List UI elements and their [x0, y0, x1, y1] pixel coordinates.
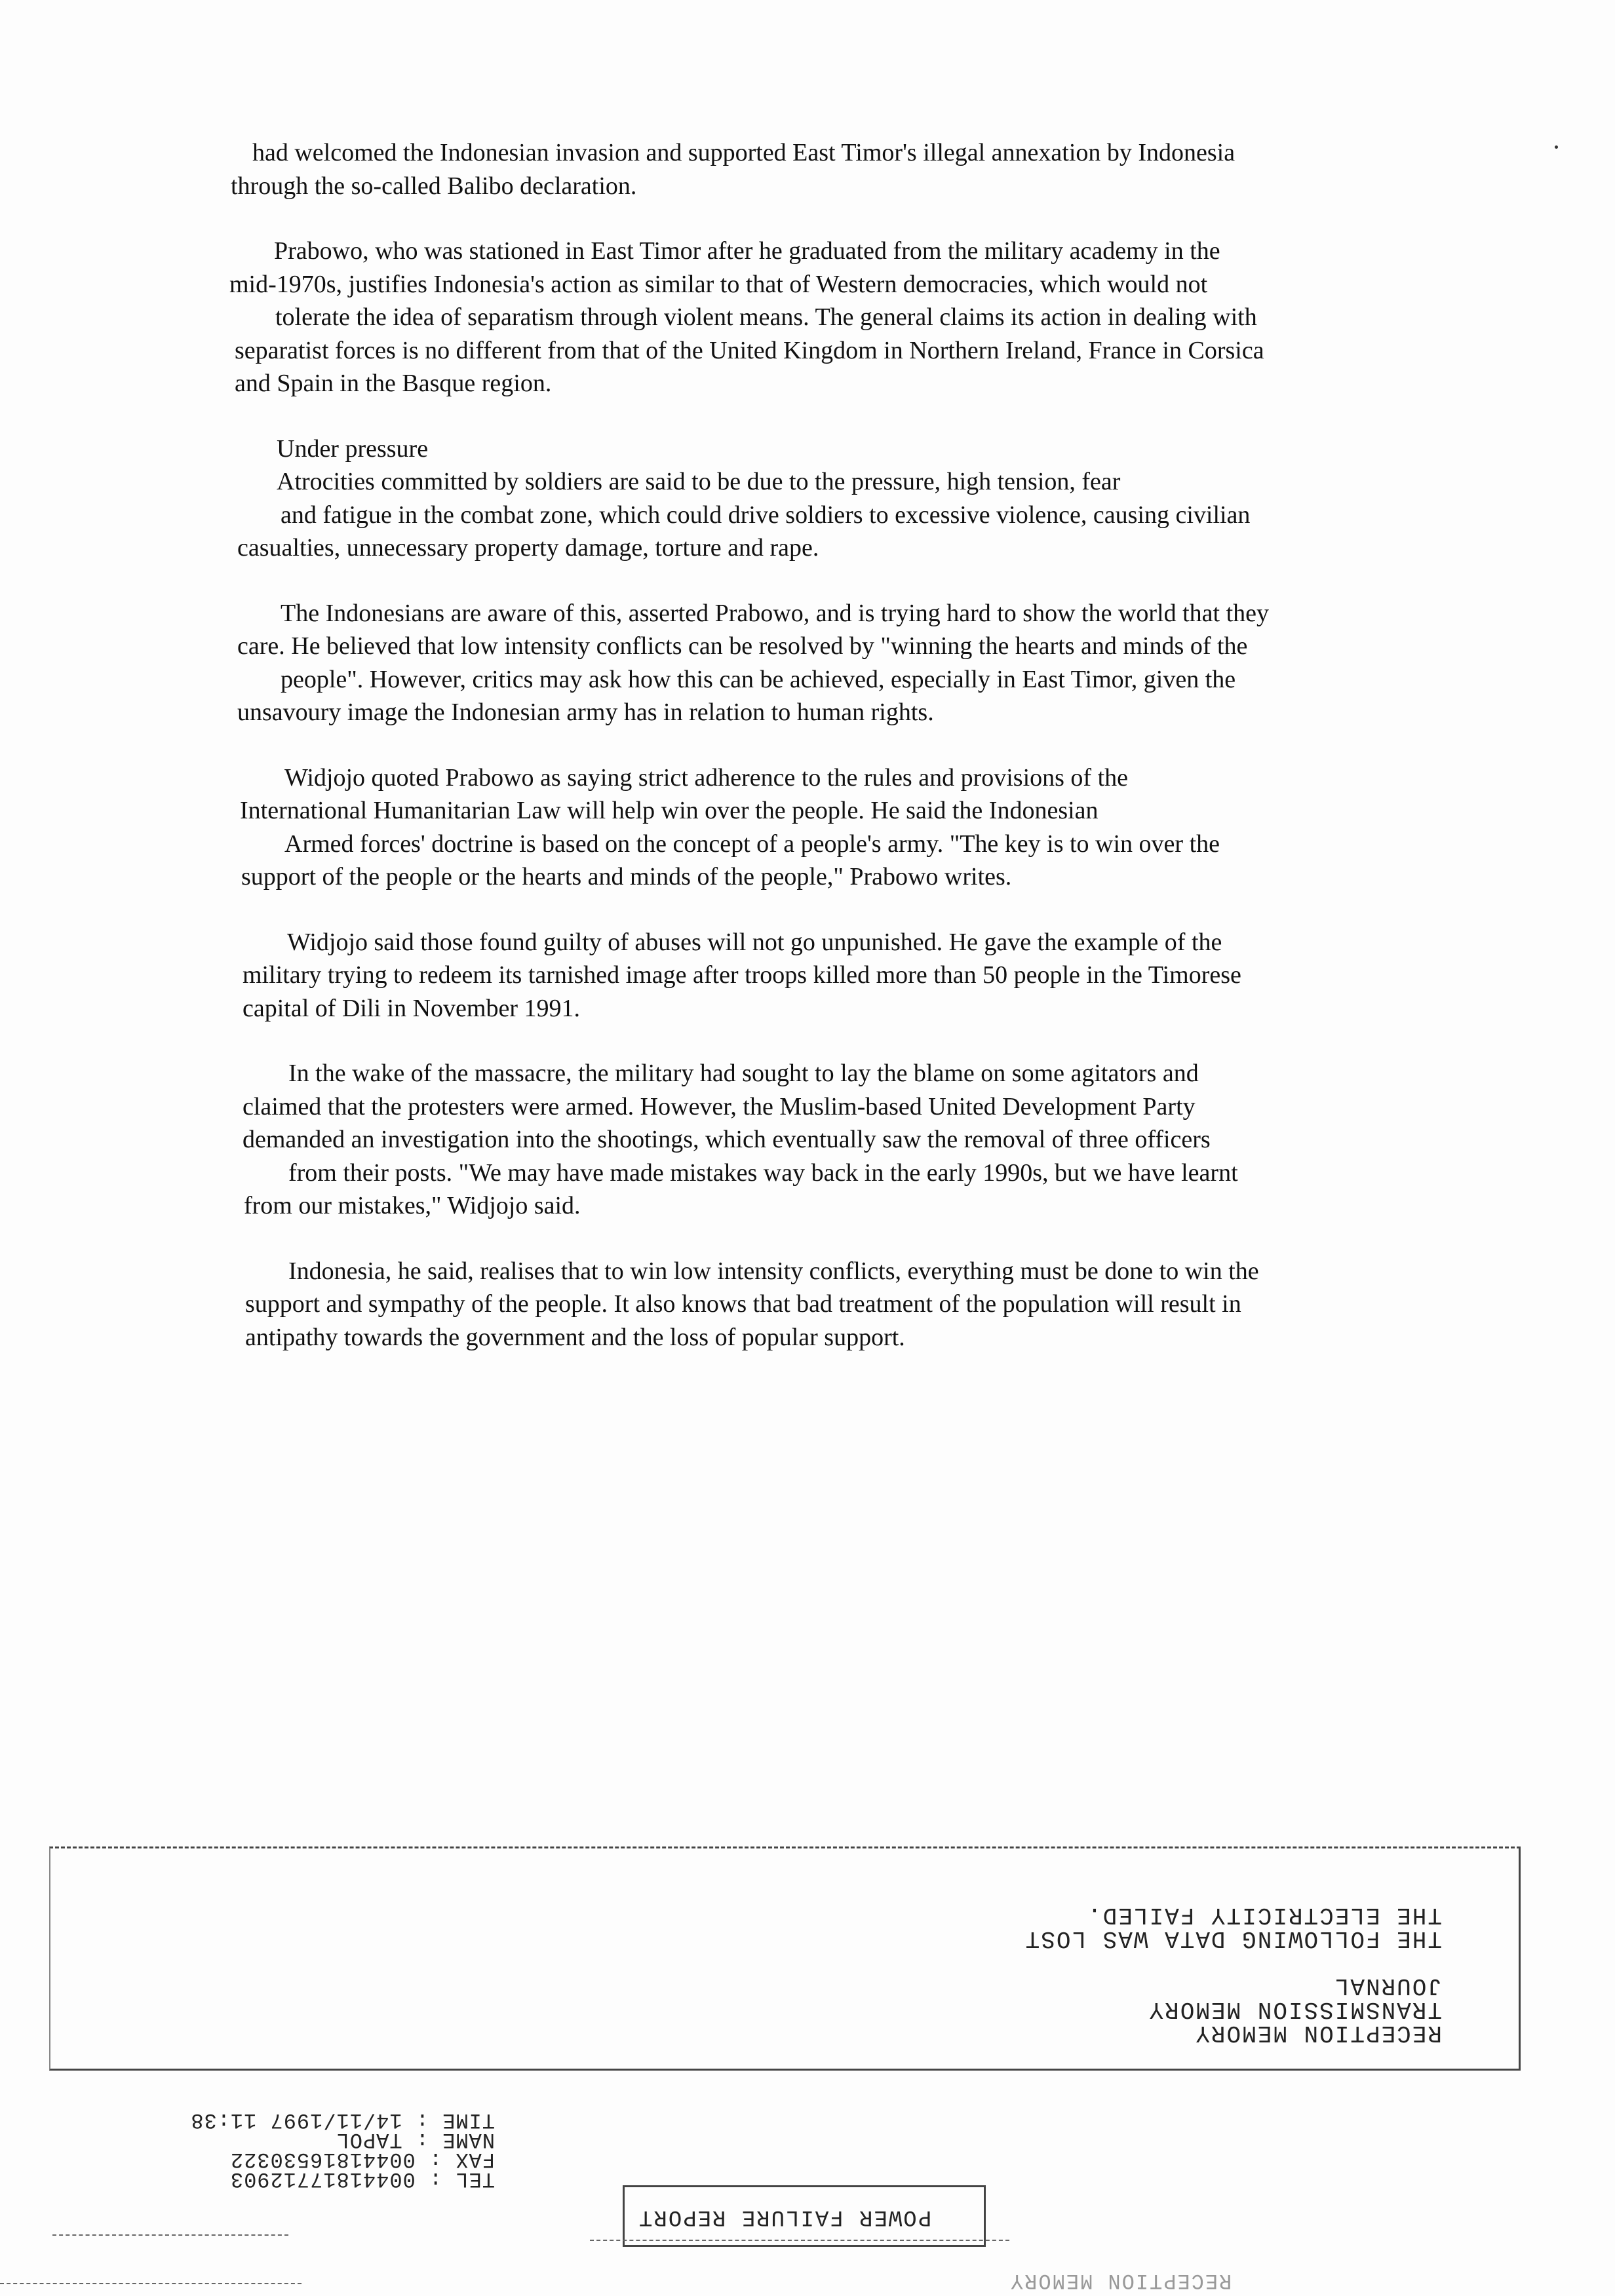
text-line: mid-1970s, justifies Indonesia's action as similar to that of Western democracies, which would not: [229, 270, 1208, 298]
text-line: Prabowo, who was stationed in East Timor after he graduated from the military academy in the: [274, 237, 1220, 265]
text-line: separatist forces is no different from that of the United Kingdom in Northern Ireland, France in Corsica: [235, 336, 1264, 364]
paragraph: [223, 432, 1390, 565]
text-line: people". However, critics may ask how this can be achieved, especially in East Timor, given the: [281, 665, 1236, 693]
text-line: International Humanitarian Law will help win over the people. He said the Indonesian: [240, 797, 1099, 824]
fax-header-line: FAX : 00441816530322: [229, 2147, 495, 2172]
fax-report-line: JOURNAL: [1333, 1972, 1442, 1999]
text-line: support and sympathy of the people. It also knows that bad treatment of the population will result in: [245, 1290, 1241, 1318]
dashed-rule: [52, 2234, 288, 2236]
text-line: military trying to redeem its tarnished image after troops killed more than 50 people in the Timorese: [243, 961, 1241, 989]
text-line: In the wake of the massacre, the military had sought to lay the blame on some agitators and: [288, 1060, 1199, 1087]
text-line: antipathy towards the government and the loss of popular support.: [245, 1323, 905, 1351]
text-line: tolerate the idea of separatism through violent means. The general claims its action in dealing with: [275, 303, 1257, 331]
subheading: Under pressure: [277, 434, 429, 463]
paragraph: [223, 235, 1390, 400]
fax-report-line: TRANSMISSION MEMORY: [1148, 1996, 1442, 2023]
paragraph: [223, 761, 1390, 894]
paragraph: [223, 1057, 1390, 1223]
fax-report-line: [944, 1950, 1442, 1974]
text-line: Widjojo quoted Prabowo as saying strict adherence to the rules and provisions of the: [284, 763, 1129, 792]
text-line: claimed that the protesters were armed. However, the Muslim-based United Development Party: [243, 1092, 1196, 1120]
text-line: capital of Dili in November 1991.: [243, 994, 580, 1022]
text-line: Indonesia, he said, realises that to win low intensity conflicts, everything must be done to win the: [288, 1257, 1259, 1285]
text-line: from their posts. "We may have made mistakes way back in the early 1990s, but we have learnt: [288, 1158, 1238, 1187]
text-line: Widjojo said those found guilty of abuses will not go unpunished. He gave the example of the: [287, 928, 1222, 956]
fax-header-line: TIME : 14/11/1997 11:38: [190, 2108, 495, 2132]
text-line: support of the people or the hearts and minds of the people," Prabowo writes.: [241, 863, 1012, 890]
article-body: [223, 136, 1390, 1386]
text-line: The Indonesians are aware of this, asserted Prabowo, and is trying hard to show the world that they: [281, 599, 1269, 627]
text-line: care. He believed that low intensity conflicts can be resolved by "winning the hearts and minds of the: [237, 632, 1248, 660]
text-line: and fatigue in the combat zone, which could drive soldiers to excessive violence, causing civilian: [281, 501, 1251, 529]
power-failure-label: POWER FAILURE REPORT: [638, 2204, 932, 2229]
text-line: demanded an investigation into the shootings, which eventually saw the removal of three officers: [243, 1126, 1211, 1153]
text-line: and Spain in the Basque region.: [235, 370, 552, 397]
fax-header: [128, 2110, 495, 2189]
fax-report-line: RECEPTION MEMORY: [1194, 2019, 1442, 2046]
text-line: from our mistakes," Widjojo said.: [244, 1192, 581, 1219]
text-line: Atrocities committed by soldiers are said to be due to the pressure, high tension, fear: [277, 468, 1121, 495]
fax-header-line: TEL : 00441817712903: [229, 2167, 495, 2191]
paragraph: [223, 926, 1390, 1025]
fax-report-text: [944, 1887, 1442, 2044]
text-line: Armed forces' doctrine is based on the concept of a people's army. "The key is to win over the: [284, 830, 1220, 858]
paragraph: [223, 1255, 1390, 1354]
text-line: through the so-called Balibo declaration.: [231, 172, 637, 200]
fax-header-line: NAME : TAPOL: [336, 2128, 495, 2152]
dashed-rule: [590, 2240, 1009, 2241]
power-failure-box: [623, 2185, 986, 2247]
paragraph: [223, 136, 1390, 202]
fax-report-line: THE FOLLOWING DATA WAS LOST: [1024, 1925, 1442, 1952]
fax-report-line: THE ELECTRICITY FAILED.: [1086, 1902, 1442, 1928]
dashed-rule: [0, 2283, 302, 2284]
paragraph: [223, 597, 1390, 729]
text-line: unsavoury image the Indonesian army has in relation to human rights.: [237, 698, 934, 726]
text-line: casualties, unnecessary property damage, torture and rape.: [237, 534, 819, 562]
ghost-reception-memory: RECEPTION MEMORY: [1009, 2268, 1232, 2293]
scan-speck: [1555, 145, 1558, 149]
text-line: had welcomed the Indonesian invasion and supported East Timor's illegal annexation by Indonesia: [252, 139, 1236, 166]
